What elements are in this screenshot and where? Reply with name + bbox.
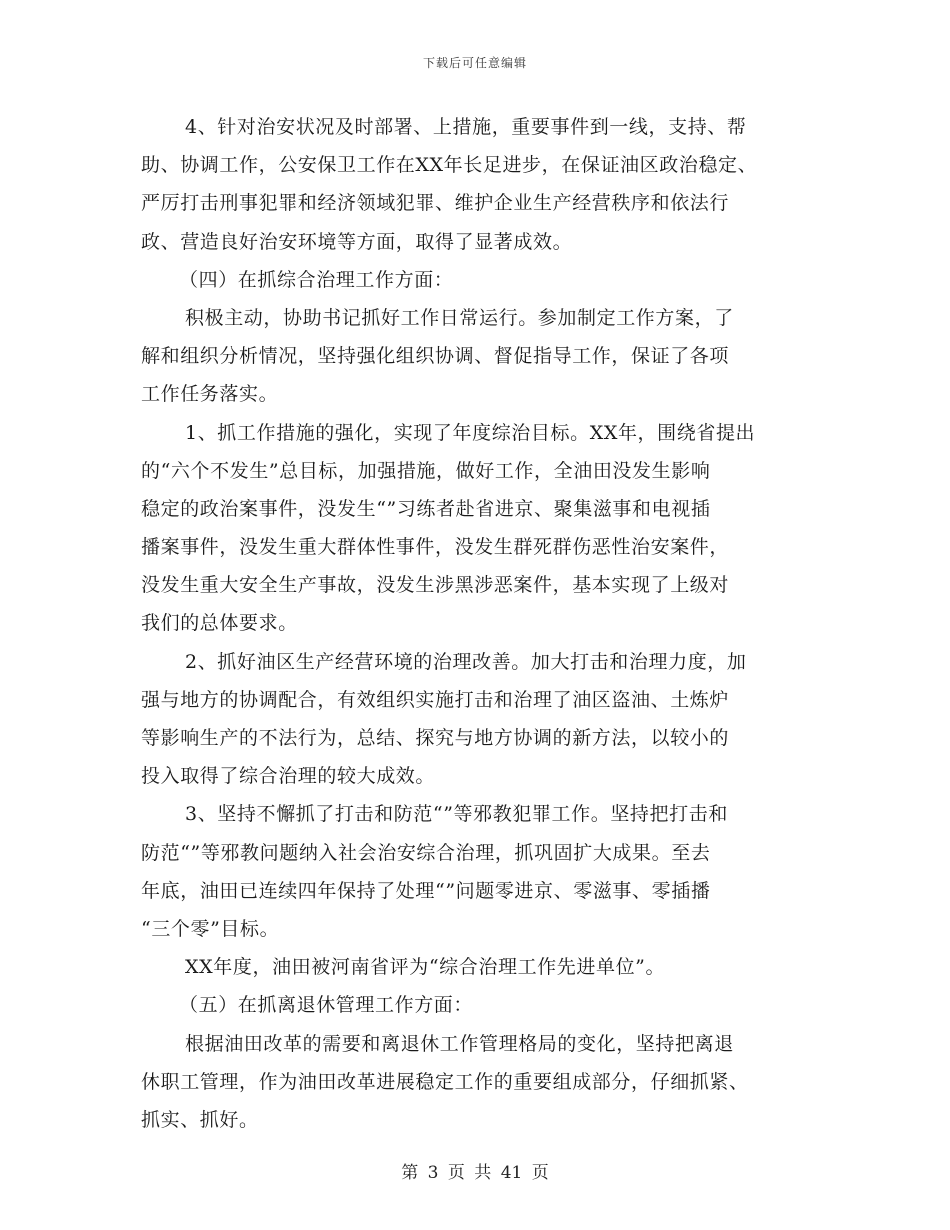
text-line: 3、坚持不懈抓了打击和防范“”等邪教犯罪工作。坚持把打击和 — [185, 803, 728, 826]
text-line: 防范“”等邪教问题纳入社会治安综合治理，抓巩固扩大成果。至去 — [141, 841, 711, 864]
text-line: 年底，油田已连续四年保持了处理“”问题零进京、零滋事、零插播 — [141, 879, 711, 902]
text-line: 积极主动，协助书记抓好工作日常运行。参加制定工作方案，了 — [185, 306, 734, 329]
text-line: 播案事件，没发生重大群体性事件，没发生群死群伤恶性治安案件， — [141, 536, 730, 559]
text-line: 没发生重大安全生产事故，没发生涉黑涉恶案件，基本实现了上级对 — [141, 574, 730, 597]
text-line: 休职工管理，作为油田改革进展稳定工作的重要组成部分，仔细抓紧、 — [141, 1070, 749, 1093]
text-line: 1、抓工作措施的强化，实现了年度综治目标。XX年，围绕省提出 — [185, 421, 756, 444]
text-line: 的“六个不发生”总目标，加强措施，做好工作，全油田没发生影响 — [141, 459, 711, 482]
text-line: 助、协调工作，公安保卫工作在XX年长足进步，在保证油区政治稳定、 — [141, 154, 758, 177]
text-line: 投入取得了综合治理的较大成效。 — [141, 765, 436, 788]
text-line: 强与地方的协调配合，有效组织实施打击和治理了油区盗油、土炼炉 — [141, 688, 730, 711]
text-line: 等影响生产的不法行为，总结、探究与地方协调的新方法，以较小的 — [141, 727, 730, 749]
page-footer: 第 3 页 共 41 页 — [401, 1163, 549, 1183]
text-line: 严厉打击刑事犯罪和经济领域犯罪、维护企业生产经营秩序和依法行 — [141, 192, 730, 215]
text-line: 根据油田改革的需要和离退休工作管理格局的变化，坚持把离退 — [185, 1032, 734, 1055]
text-line: XX年度，油田被河南省评为“综合治理工作先进单位”。 — [185, 956, 666, 979]
text-line: 4、针对治安状况及时部署、上措施，重要事件到一线，支持、帮 — [185, 116, 747, 138]
text-line: 抓实、抓好。 — [141, 1108, 259, 1131]
document-body — [141, 108, 831, 1139]
text-line: “三个零”目标。 — [141, 917, 280, 940]
text-line: （五）在抓离退休管理工作方面： — [179, 994, 474, 1017]
text-line: 工作任务落实。 — [141, 383, 279, 406]
text-line: 2、抓好油区生产经营环境的治理改善。加大打击和治理力度，加 — [185, 650, 747, 673]
text-line: 稳定的政治案事件，没发生“”习练者赴省进京、聚集滋事和电视插 — [141, 497, 711, 520]
text-line: 解和组织分析情况，坚持强化组织协调、督促指导工作，保证了各项 — [141, 345, 730, 368]
page-header: 下载后可任意编辑 — [422, 56, 527, 70]
text-line: 我们的总体要求。 — [141, 612, 298, 635]
text-line: （四）在抓综合治理工作方面： — [179, 268, 454, 291]
text-line: 政、营造良好治安环境等方面，取得了显著成效。 — [141, 230, 573, 253]
